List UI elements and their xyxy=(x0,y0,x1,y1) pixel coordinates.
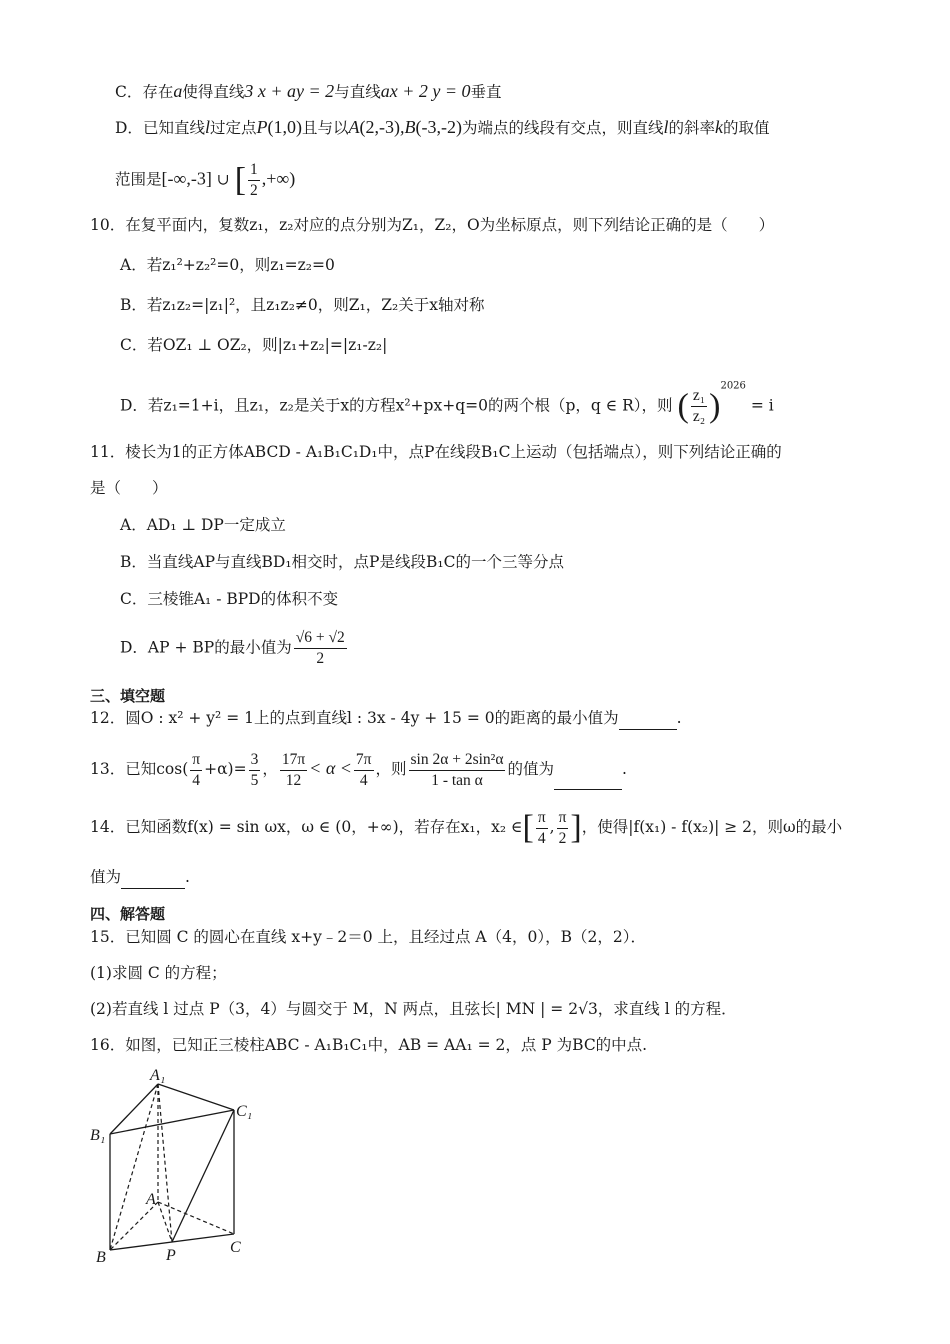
section-fill-in-blank: 三、填空题 xyxy=(90,687,166,705)
q15-part1: (1)求圆 C 的方程； xyxy=(90,964,227,982)
label-a: A xyxy=(146,1191,156,1208)
q11-option-d: D．AP + BP的最小值为 $\frac{√6 + √2}{2}$ xyxy=(120,629,345,667)
fraction-one-half: $\frac{1}{2}$ xyxy=(250,161,258,199)
label-b: B xyxy=(96,1249,106,1266)
q16-stem: 16．如图，已知正三棱柱ABC - A₁B₁C₁中，AB = AA₁ = 2，点 P 为BC的中点. xyxy=(90,1036,648,1054)
triangular-prism-figure xyxy=(88,1062,268,1267)
q10-stem: 10．在复平面内，复数z₁，z₂对应的点分别为Z₁，Z₂，O为坐标原点，则下列结论正确的是（ ） xyxy=(90,216,775,234)
segment-a1p-hidden xyxy=(158,1084,172,1242)
q11-stem-cont: 是（ ） xyxy=(90,479,168,497)
segment-ap-hidden xyxy=(158,1202,172,1242)
edge-a1c1 xyxy=(158,1084,234,1110)
edge-b1c1 xyxy=(110,1110,234,1134)
q11-option-a: A．AD₁ ⊥ DP一定成立 xyxy=(120,516,286,534)
q11-option-c: C．三棱锥A₁ - BPD的体积不变 xyxy=(120,590,339,608)
answer-blank xyxy=(121,866,185,889)
q14: 14．已知函数f(x) = sin ωx，ω ∈ (0，+∞)，若存在x₁，x₂ ∈[ $\frac{\pi}{4}$ , $\frac{\pi}{2}$ ]，使得|f(x₁) - f(x₂)| ≥ 2，则ω的最小 xyxy=(90,808,843,847)
fraction-root6-root2: $\frac{√6 + √2}{2}$ xyxy=(295,629,345,667)
segment-pc1 xyxy=(172,1110,234,1242)
label-a1: A₁ xyxy=(150,1067,166,1084)
fraction-z1-over-z2: $\frac{\text{z₁}}{\text{z₂}}$ xyxy=(692,387,706,425)
q10-option-d: D．若z₁=1+i，且z₁，z₂是关于x的方程x²+px+q=0的两个根（p，q ∈ R），则 ( $\frac{\text{z₁}}{\text{z₂}}$ )$^{2026}$ = i xyxy=(120,380,774,425)
label-b1: B₁ xyxy=(90,1127,106,1144)
q15-part2: (2)若直线 l 过点 P（3，4）与圆交于 M，N 两点，且弦长| MN | = 2√3，求直线 l 的方程． xyxy=(90,1000,737,1018)
section-answer-questions: 四、解答题 xyxy=(90,905,166,923)
q10-option-b: B．若z₁z₂=|z₁|²，且z₁z₂≠0，则Z₁，Z₂关于x轴对称 xyxy=(120,296,485,314)
label-p: P xyxy=(166,1247,176,1264)
q11-stem: 11．棱长为1的正方体ABCD - A₁B₁C₁D₁中，点P在线段B₁C上运动（包括端点），则下列结论正确的 xyxy=(90,443,782,461)
q9-option-d-range: 范围是[-∞,-3] ∪ [ $\frac{1}{2}$ ,+∞) xyxy=(115,161,296,199)
q15-stem: 15．已知圆 C 的圆心在直线 x+y﹣2＝0 上，且经过点 A（4，0），B（2，2）． xyxy=(90,928,646,946)
label-c1: C₁ xyxy=(236,1103,253,1120)
q12: 12．圆O : x² + y² = 1上的点到直线l : 3x - 4y + 15 = 0的距离的最小值为 . xyxy=(90,707,682,730)
q9-option-d: D．已知直线l过定点P(1,0)且与以A(2,-3),B(-3,-2)为端点的线段有交点，则直线l的斜率k的取值 xyxy=(115,117,770,137)
q10-option-c: C．若OZ₁ ⊥ OZ₂，则|z₁+z₂|=|z₁-z₂| xyxy=(120,336,388,354)
label-c: C xyxy=(230,1239,241,1256)
q9-option-c: C．存在a使得直线3 x + ay = 2与直线ax + 2 y = 0垂直 xyxy=(115,81,502,101)
q13: 13．已知cos( $\frac{\pi}{4}$ +α)= $\frac{3}{5}$ ， $\frac{17\pi}{12}$ < α < $\frac{7\pi}{4}$ ，则 $\frac{\text{sin 2α + 2sin²α}}{\text{1 - tan α}}$ 的值为 . xyxy=(90,750,627,789)
q11-option-b: B．当直线AP与直线BD₁相交时，点P是线段B₁C的一个三等分点 xyxy=(120,553,564,571)
q14-cont: 值为 . xyxy=(90,866,190,889)
answer-blank xyxy=(619,707,677,730)
answer-blank xyxy=(554,749,622,790)
q10-option-a: A．若z₁²+z₂²=0，则z₁=z₂=0 xyxy=(120,256,335,274)
